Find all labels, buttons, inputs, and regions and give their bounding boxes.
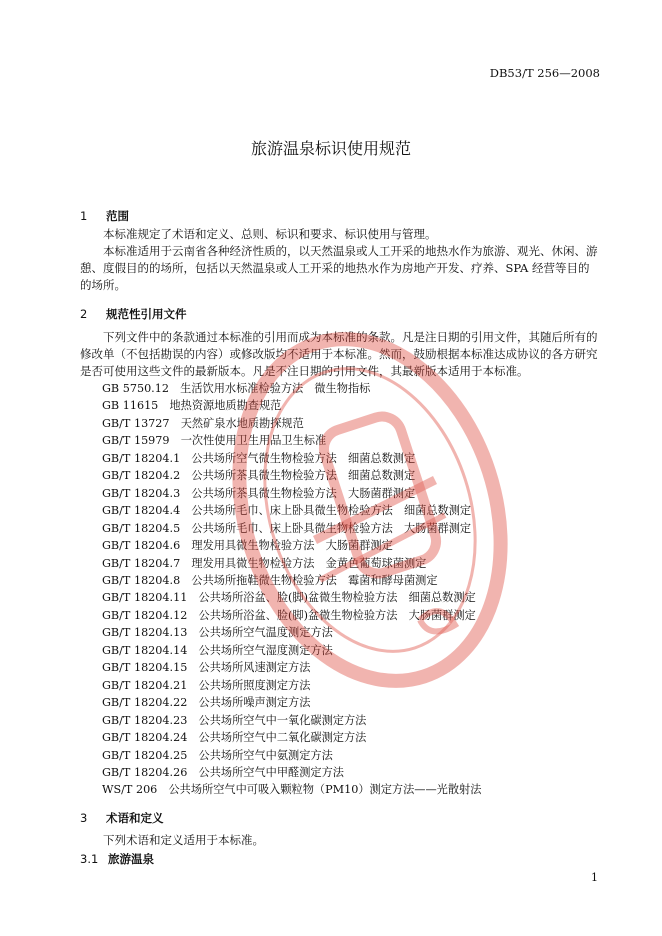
reference-item: GB 11615 地热资源地质勘查规范 (102, 399, 282, 413)
reference-item: GB/T 18204.23 公共场所空气中一氧化碳测定方法 (102, 713, 367, 727)
section-number: 1 (80, 209, 88, 223)
reference-item: GB/T 15979 一次性使用卫生用品卫生标准 (102, 434, 327, 448)
section-title: 规范性引用文件 (106, 307, 187, 321)
page-title: 旅游温泉标识使用规范 (250, 139, 411, 158)
reference-item: GB/T 18204.2 公共场所茶具微生物检验方法 细菌总数测定 (102, 469, 416, 483)
section-1-paragraph-2: 本标准适用于云南省各种经济性质的，以天然温泉或人工开采的地热水作为旅游、观光、休闲、游憩、度假目的的场所，包括以天然温泉或人工开采的地热水作为房地产开发、疗养、SPA 经营等目的的场所。 (80, 244, 598, 292)
section-title: 术语和定义 (106, 811, 164, 825)
page-number: 1 (591, 871, 598, 884)
section-3-paragraph-1: 下列术语和定义适用于本标准。 (103, 833, 264, 847)
reference-item: GB/T 18204.3 公共场所茶具微生物检验方法 大肠菌群测定 (102, 486, 416, 500)
subsection-title: 旅游温泉 (108, 852, 154, 866)
reference-item: GB/T 18204.22 公共场所噪声测定方法 (102, 696, 311, 710)
reference-item: WS/T 206 公共场所空气中可吸入颗粒物（PM10）测定方法——光散射法 (102, 783, 482, 797)
section-2-heading (80, 306, 187, 322)
section-number: 3 (80, 811, 88, 825)
normative-reference-list (102, 380, 481, 799)
reference-item: GB/T 18204.1 公共场所空气微生物检验方法 细菌总数测定 (102, 451, 416, 465)
section-1-paragraph-1: 本标准规定了术语和定义、总则、标识和要求、标识使用与管理。 (103, 227, 437, 241)
section-number: 2 (80, 307, 88, 321)
reference-item: GB/T 18204.8 公共场所拖鞋微生物检验方法 霉菌和酵母菌测定 (102, 573, 438, 587)
section-2-paragraph-1: 下列文件中的条款通过本标准的引用而成为本标准的条款。凡是注日期的引用文件，其随后所有的修改单（不包括勘误的内容）或修改版均不适用于本标准。然而，鼓励根据本标准达成协议的各方研究是否可使用这些文件的最新版本。凡是不注日期的引用文件，其最新版本适用于本标准。 (80, 330, 598, 378)
reference-item: GB/T 18204.11 公共场所浴盆、脸(脚)盆微生物检验方法 细菌总数测定 (102, 591, 476, 605)
section-1-heading (80, 208, 129, 224)
reference-item: GB/T 18204.12 公共场所浴盆、脸(脚)盆微生物检验方法 大肠菌群测定 (102, 608, 476, 622)
reference-item: GB/T 18204.25 公共场所空气中氨测定方法 (102, 748, 333, 762)
reference-item: GB/T 18204.21 公共场所照度测定方法 (102, 678, 311, 692)
reference-item: GB/T 18204.14 公共场所空气湿度测定方法 (102, 643, 333, 657)
subsection-3-1-heading (80, 851, 154, 867)
subsection-number: 3.1 (80, 852, 99, 866)
reference-item: GB/T 18204.6 理发用具微生物检验方法 大肠菌群测定 (102, 539, 393, 553)
reference-item: GB/T 18204.15 公共场所风速测定方法 (102, 661, 311, 675)
reference-item: GB/T 18204.4 公共场所毛巾、床上卧具微生物检验方法 细菌总数测定 (102, 504, 472, 518)
reference-item: GB 5750.12 生活饮用水标准检验方法 微生物指标 (102, 382, 371, 395)
reference-item: GB/T 18204.24 公共场所空气中二氧化碳测定方法 (102, 731, 367, 745)
section-3-heading (80, 810, 164, 826)
section-title: 范围 (106, 209, 129, 223)
reference-item: GB/T 13727 天然矿泉水地质勘探规范 (102, 416, 304, 430)
document-code: DB53/T 256—2008 (489, 66, 600, 80)
reference-item: GB/T 18204.26 公共场所空气中甲醛测定方法 (102, 765, 344, 779)
reference-item: GB/T 18204.5 公共场所毛巾、床上卧具微生物检验方法 大肠菌群测定 (102, 521, 472, 535)
reference-item: GB/T 18204.13 公共场所空气温度测定方法 (102, 626, 333, 640)
reference-item: GB/T 18204.7 理发用具微生物检验方法 金黄色葡萄球菌测定 (102, 556, 427, 570)
